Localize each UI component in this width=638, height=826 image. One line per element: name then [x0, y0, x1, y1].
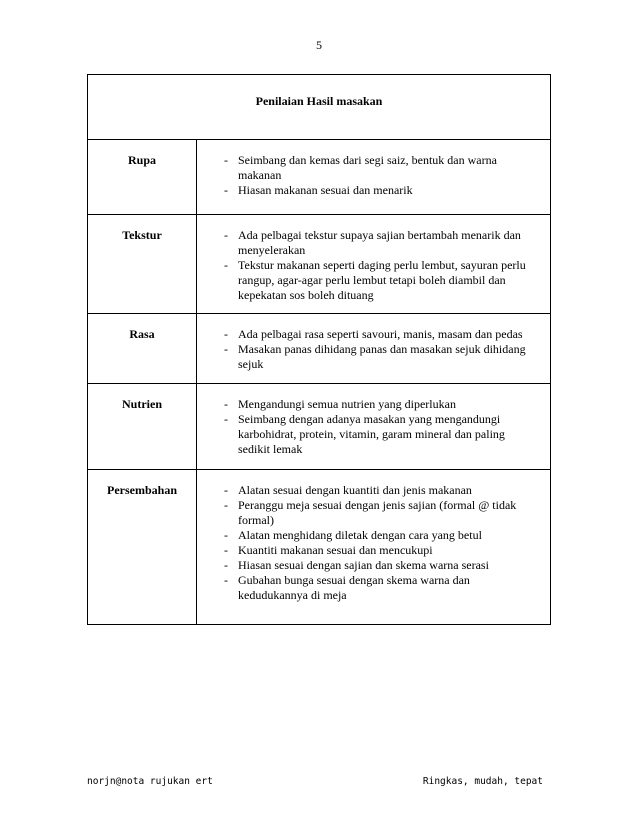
footer-left: norjn@nota rujukan ert	[87, 776, 213, 787]
list-item: - Seimbang dengan adanya masakan yang mengandungi karbohidrat, protein, vitamin, garam mineral dan paling sedikit lemak	[224, 412, 538, 457]
table-row	[88, 314, 551, 384]
criteria-list	[197, 228, 538, 303]
list-item: - Masakan panas dihidang panas dan masakan sejuk dihidang sejuk	[224, 342, 538, 372]
list-item: - Hiasan sesuai dengan sajian dan skema warna serasi	[224, 558, 538, 573]
criteria-list	[197, 327, 538, 372]
criteria-list	[197, 153, 538, 198]
table-row	[88, 215, 551, 314]
criteria-list	[197, 483, 538, 603]
list-item: - Alatan sesuai dengan kuantiti dan jenis makanan	[224, 483, 538, 498]
page-number: 5	[316, 38, 322, 52]
table-row	[88, 470, 551, 625]
list-item: - Seimbang dan kemas dari segi saiz, bentuk dan warna makanan	[224, 153, 538, 183]
list-item: - Alatan menghidang diletak dengan cara yang betul	[224, 528, 538, 543]
list-item: - Hiasan makanan sesuai dan menarik	[224, 183, 538, 198]
criteria-label: Rasa	[88, 314, 197, 384]
footer-right: Ringkas, mudah, tepat	[422, 776, 543, 787]
list-item: - Mengandungi semua nutrien yang diperlukan	[224, 397, 538, 412]
assessment-table	[87, 74, 551, 625]
criteria-label: Persembahan	[88, 470, 197, 625]
table-title: Penilaian Hasil masakan	[88, 75, 551, 140]
list-item: - Gubahan bunga sesuai dengan skema warna dan kedudukannya di meja	[224, 573, 538, 603]
list-item: - Ada pelbagai tekstur supaya sajian bertambah menarik dan menyelerakan	[224, 228, 538, 258]
list-item: - Tekstur makanan seperti daging perlu lembut, sayuran perlu rangup, agar-agar perlu lembut tetapi boleh diambil dan kepekatan sos boleh dituang	[224, 258, 538, 303]
list-item: - Ada pelbagai rasa seperti savouri, manis, masam dan pedas	[224, 327, 538, 342]
list-item: - Kuantiti makanan sesuai dan mencukupi	[224, 543, 538, 558]
criteria-list	[197, 397, 538, 457]
table-row	[88, 140, 551, 215]
criteria-label: Nutrien	[88, 384, 197, 470]
criteria-label: Rupa	[88, 140, 197, 215]
table-title-row	[88, 75, 551, 140]
list-item: - Peranggu meja sesuai dengan jenis sajian (formal @ tidak formal)	[224, 498, 538, 528]
criteria-label: Tekstur	[88, 215, 197, 314]
table-row	[88, 384, 551, 470]
